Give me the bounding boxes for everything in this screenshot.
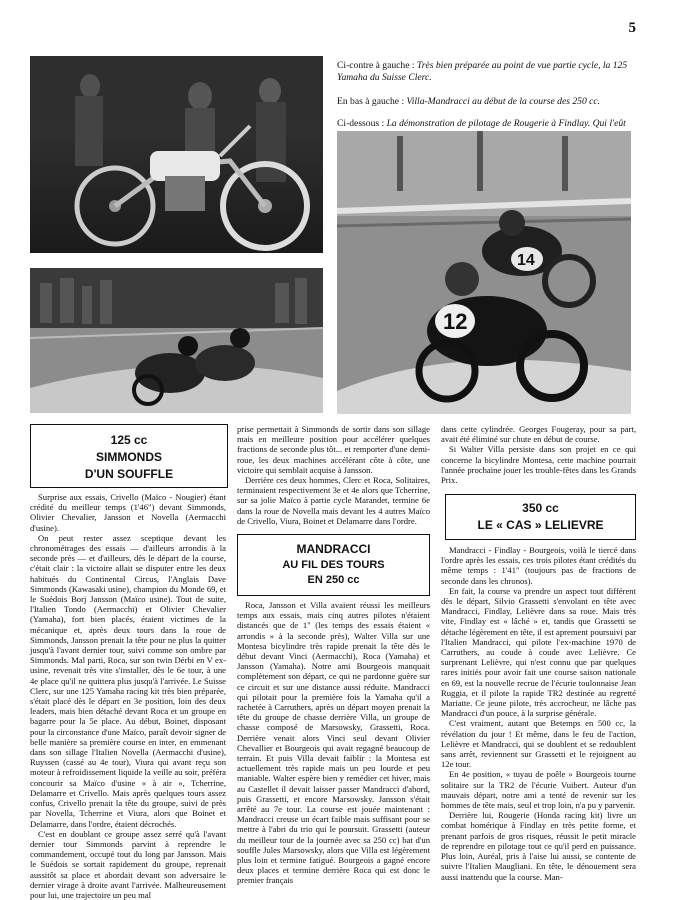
caption-top	[337, 60, 637, 84]
photo-rougerie-findlay	[337, 131, 631, 414]
article-column-2-top	[237, 424, 430, 528]
col1-para-3: C'est en doublant ce groupe assez serré qu'à l'avant dernier tour Simmonds parvint à reprendre le commandement, occupé tout du long par Jansson. Mais le Suédois se sortait rapidement du groupe, reprenait aussitôt sa place et abordait devant son adversaire le dernier virage à droite avant l'arrivée. Malheureusement pour lui, une trajectoire un peu mal	[30, 828, 226, 900]
front-rider-number: 12	[443, 309, 468, 334]
col3b-para-5: Derrière lui, Rougerie (Honda racing kit) livre un combat homérique à Findlay en très petite forme, et prenant parfois de gros risques, réussit le petit miracle de reprendre en pilotage tout ce qu'il perd en puissance. Plus loin, Auréal, pris à l'aise lui aussi, se contente de suivre l'Italien Maugliani. En tête, le dénouement sera aussi inattendu que la course. Man-	[441, 810, 636, 882]
caption-top-text: Très bien préparée au point de vue partie cycle, la 125 Yamaha du Suisse Clerc.	[337, 60, 628, 83]
caption-middle	[337, 96, 637, 108]
col3b-para-1: Mandracci - Findlay - Bourgeois, voilà le tiercé dans l'ordre après les essais, ces trois pilotes étant crédités du même temps : 1'41" (toujours pas de fractions de seconde dans les chronos).	[441, 545, 636, 586]
caption-bottom-label: Ci-dessous :	[337, 118, 385, 129]
heading-box-350cc	[445, 494, 636, 540]
heading-125-line3: D'UN SOUFFLE	[84, 467, 174, 481]
col3b-para-3: C'est vraiment, autant que Betemps en 500 cc, la révélation du jour ! Et même, dans le feu de l'action, Lelièvre et Mandracci, qui se doublent et se redoublent sans arrêt, reviennent sur Grassetti et le rejoignent au 12e tour.	[441, 718, 636, 770]
col2b-para-1: Roca, Jansson et Villa avaient réussi les meilleurs temps aux essais, mais cinq autres pilotes n'étaient distancés que de 1" (les temps des essais étaient « arrondis » à la seconde près), Walter Villa sur une Montesa bicylindre très rapide prenait la tête dès le début devant Vinci (Aermacchi), Roca (Yamaha) et Jansson (Yamaha). Notre ami Bourgeois manquait complètement son départ, ce qui ne pardonne guère sur ce circuit et sur une distance aussi réduite. Mandracci qui pilotait pour la première fois la Yamaha qu'il a rachetée à Carruthers, après un départ moyen prenait la tête du groupe de chasse derrière Villa, un groupe de chasse composé de Marsowsky, Grassetti, Roca. Derrière venait alors Vinci seul devant Olivier Chevallier et Bourgeois qui avait regagné beaucoup de terrain. Et puis Villa devait faiblir : la Montesa est actuellement très rapide mais un peu lourde et peu maniable. Walter espère bien y remédier cet hiver, mais au Castellet il devait laisser passer Mandracci d'abord, puis Grassetti, et encore Marsowsky. Jansson s'était arrêté au 7e tour. La course est jouée maintenant : Mandracci creuse un écart faible mais suffisant pour se mettre à l'abri du trio qui le poursuit. Grassetti (auteur du meilleur tour de la journée avec sa 250 cc) bat d'un souffle Jules Marsowsky, alors que Villa est légèrement plus loin et termine fatigué. Bourgeois a gagné encore deux places et termine derrière Roca qui est donc le premier français	[237, 600, 430, 886]
col3a-para-2: Si Walter Villa persiste dans son projet en ce qui concerne la bicylindre Montesa, cette machine pourrait l'année prochaine jouer les trouble-fêtes dans les Grands Prix.	[441, 444, 636, 486]
article-column-1	[30, 492, 226, 900]
heading-350-line2: LE « CAS » LELIEVRE	[477, 518, 604, 532]
article-column-3-bottom	[441, 545, 636, 882]
caption-middle-label: En bas à gauche :	[337, 96, 405, 107]
col1-para-2: On peut rester assez sceptique devant les chronométrages des essais — d'ailleurs arrondis à la seconde près — et d'ailleurs, dès le départ de la course, c'était clair : la victoire allait se disputer entre les deux habitués du Continental Circus, l'Anglais Dave Simmonds (Kawasaki usine), champion du Monde 69, et le Suédois Borj Jansson (Maïco usine). Tout de suite, l'Italien Tondo (Aermacchi) et Olivier Chevalier (Yamaha), fort bien placés, étaient victimes de la mécanique et, après deux tours dans la roue de Simmonds, Jansson prenait la tête pour ne plus la quitter jusqu'à l'avant dernier tour, suivi comme son ombre par Simmonds. Mal parti, Roca, sur son twin Dérbi en V ex-usine, revenait très vite s'installer, dès le 6e tour, à une 4e place qu'il ne quittera plus jusqu'à l'arrivée. Le Suisse Clerc, sur une 125 Yamaha racing kit très bien préparée, s'était placé dès le départ en 3e position, loin des deux leaders, mais bien détaché devant Roca et un groupe en bagarre pour la 5e place. Au début, Boinet, disposant pour la circonstance d'une Maïco, paraît devoir signer de belle manière sa première course en inter, en emmenant dans son sillage l'Italien Novella (Aermacchi d'usine), Ruyssen (cassé au 4e tour), Viura qui avant reçu son moteur à refroidissement liquide la veille au soir, préféra concourir sa Maïco d'usine « à air », Tcherrine, Delamarre et Crivello. Mais après quelques tours assez confus, Crivello prenait la tête du groupe, suivi de près par Novella, Tcherrine et Viura, alors que Boinet et Delamarre, dans l'ordre, étaient décrochés.	[30, 532, 226, 829]
col3b-para-4: En 4e position, « tuyau de poêle » Bourgeois tourne solitaire sur la TR2 de l'écurie Vuibert. Auteur d'un mauvais départ, notre ami a tenté de revenir sur les hommes de tête mais, seul et trop loin, n'a pu y parvenir.	[441, 769, 636, 811]
photo-villa-mandracci	[30, 268, 323, 413]
heading-250-line1: MANDRACCI	[296, 542, 371, 556]
heading-350-line1: 350 cc	[522, 501, 559, 515]
heading-box-250cc	[237, 534, 430, 596]
back-rider-number: 14	[517, 252, 535, 269]
caption-top-label: Ci-contre à gauche :	[337, 60, 415, 71]
page-number: 5	[628, 20, 636, 36]
heading-125-line1: 125 cc	[110, 433, 148, 447]
caption-middle-text: Villa-Mandracci au début de la course des 250 cc.	[406, 96, 601, 107]
heading-250-line3: EN 250 cc	[307, 574, 360, 586]
col1-para-1: Surprise aux essais, Crivello (Maïco - Nougier) étant crédité du meilleur temps (1'46") devant Simmonds, Olivier Chevalier, Jansson et Novella (Aermacchi d'usine).	[30, 492, 226, 533]
heading-125-line2: SIMMONDS	[96, 450, 162, 464]
heading-250-line2: AU FIL DES TOURS	[282, 559, 385, 571]
col2a-para-2: Derrière ces deux hommes, Clerc et Roca, Solitaires, terminaient respectivement 3e et 4e alors que Tcherrine, sur sa jolie Maïco à partie cycle Marandet, termine 6e dans la roue de Novella mais devant les 4 autres Maïco de Crivello, Viura, Boinet et Delamarre dans l'ordre.	[237, 475, 430, 526]
article-column-3-top	[441, 424, 636, 490]
col2a-para-1: prise permettait à Simmonds de sortir dans son sillage mais en meilleure position pour accélérer quelques fractions de seconde plus tôt... et remporter d'une demi-roue, les deux machines accélérant côte à côte, une victoire qui semblait acquise à Jansson.	[237, 424, 430, 475]
col3a-para-1: dans cette cylindrée. Georges Fougeray, pour sa part, avait été éliminé sur chute en début de course.	[441, 424, 636, 445]
col3b-para-2: En fait, la course va prendre un aspect tout différent dès le départ, Silvio Grassetti s'envolant en tête avec Mandracci, Findlay, Lelièvre dans sa roue. Mais très vite, Findlay est « lâché » et, tandis que Grassetti se détache légèrement en tête, il est aprement poursuivi par l'Italien Mandracci, qui pilote l'ex-machine 1970 de Carruthers, au coude à coude avec Lelièvre. Ce surprenant Lelièvre, qui n'est connu que par quelques rares initiés pour avoir fait une course saison nationale en 69, est la nouvelle recrue de l'écurie toulonnaise Jean Ruggia, et il pilote la rapide TR2 destinée au regretté Mariatte. Ce jeune pilote, très accrocheur, ne lâche pas Mandracci d'un pouce, à la surprise générale.	[441, 585, 636, 719]
caption-bottom-text: La démonstration de pilotage de Rougerie à Findlay. Qui l'eût	[386, 118, 626, 129]
heading-box-125cc	[30, 424, 228, 488]
article-column-2-bottom	[237, 600, 430, 886]
photo-yamaha-clerc	[30, 56, 323, 253]
